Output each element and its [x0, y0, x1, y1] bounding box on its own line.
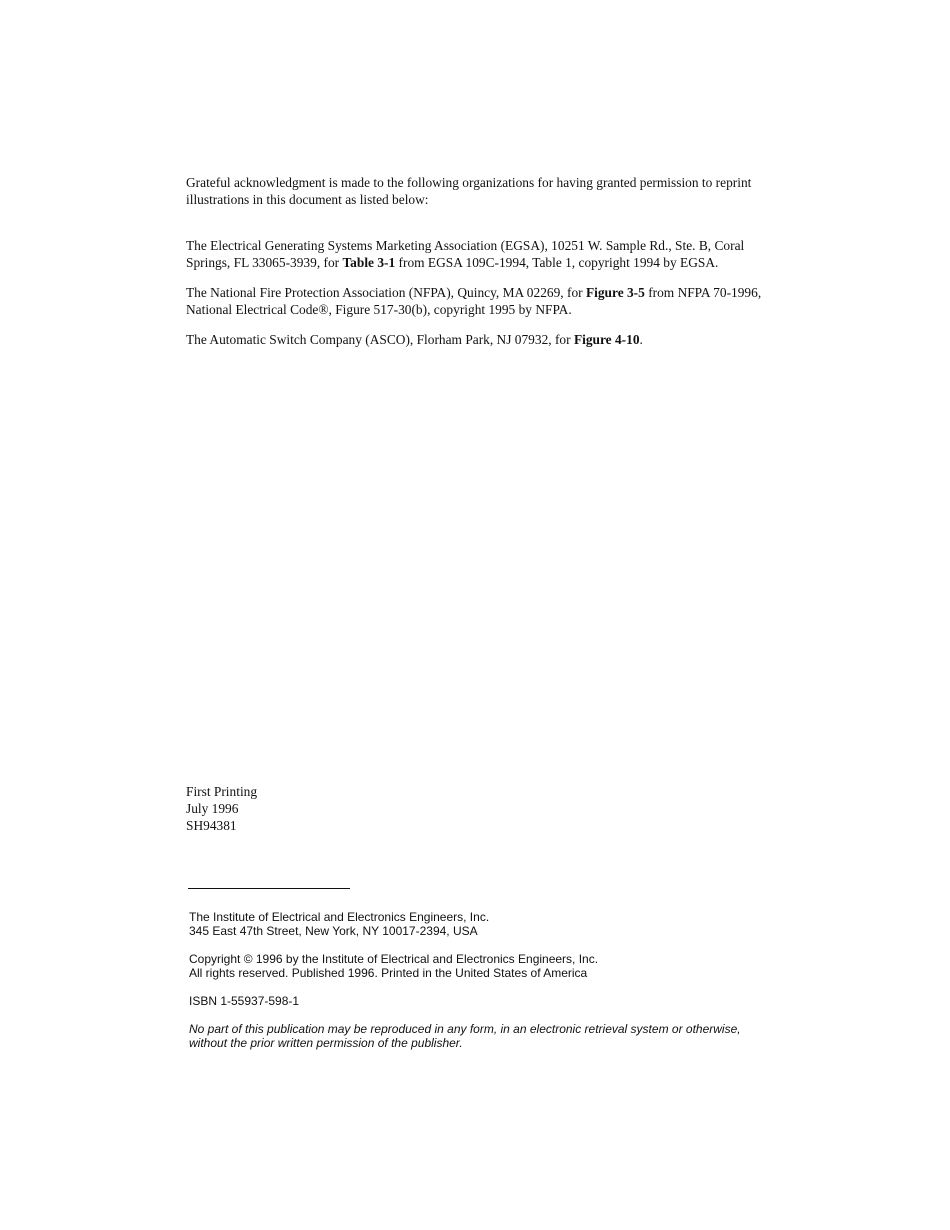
isbn: ISBN 1-55937-598-1	[189, 994, 300, 1008]
printing-info	[186, 783, 257, 834]
entry-text: The National Fire Protection Association (NFPA), Quincy, MA 02269, for	[186, 285, 586, 300]
acknowledgment-entry-asco	[186, 331, 776, 348]
publisher-block	[189, 910, 779, 938]
entry-reference: Figure 3-5	[585, 285, 645, 300]
printing-code: SH94381	[186, 818, 237, 833]
printing-label: First Printing	[186, 784, 258, 799]
acknowledgment-entry-nfpa	[186, 284, 776, 318]
notice-line: No part of this publication may be reproduced in any form, in an electronic retrieval system or otherwise,	[189, 1022, 741, 1036]
entry-text: .	[639, 332, 643, 347]
entry-text: from EGSA 109C-1994, Table 1, copyright 1994 by EGSA.	[395, 255, 719, 270]
printing-date: July 1996	[186, 801, 239, 816]
notice-line: without the prior written permission of the publisher.	[189, 1036, 463, 1050]
entry-reference: Figure 4-10	[573, 332, 640, 347]
reproduction-notice	[189, 1022, 779, 1050]
publisher-address: 345 East 47th Street, New York, NY 10017-2394, USA	[189, 924, 478, 938]
publisher-name: The Institute of Electrical and Electronics Engineers, Inc.	[189, 910, 490, 924]
entry-text: The Automatic Switch Company (ASCO), Florham Park, NJ 07932, for	[186, 332, 574, 347]
acknowledgment-entry-egsa	[186, 237, 776, 271]
copyright-line: Copyright © 1996 by the Institute of Electrical and Electronics Engineers, Inc.	[189, 952, 599, 966]
rights-line: All rights reserved. Published 1996. Printed in the United States of America	[189, 966, 588, 980]
acknowledgment-intro: Grateful acknowledgment is made to the following organizations for having granted permission to reprint illustrations in this document as listed below:	[186, 175, 752, 207]
entry-text: The Electrical Generating Systems Marketing Association (EGSA), 10251 W. Sample Rd., Ste. B, Coral Springs, FL 33065-3939, for	[186, 238, 745, 270]
entry-reference: Table 3-1	[342, 255, 396, 270]
divider-rule	[188, 888, 350, 889]
entry-text: from NFPA 70-1996, National Electrical Code®, Figure 517-30(b), copyright 1995 by NFPA.	[186, 285, 762, 317]
copyright-block	[189, 952, 779, 980]
